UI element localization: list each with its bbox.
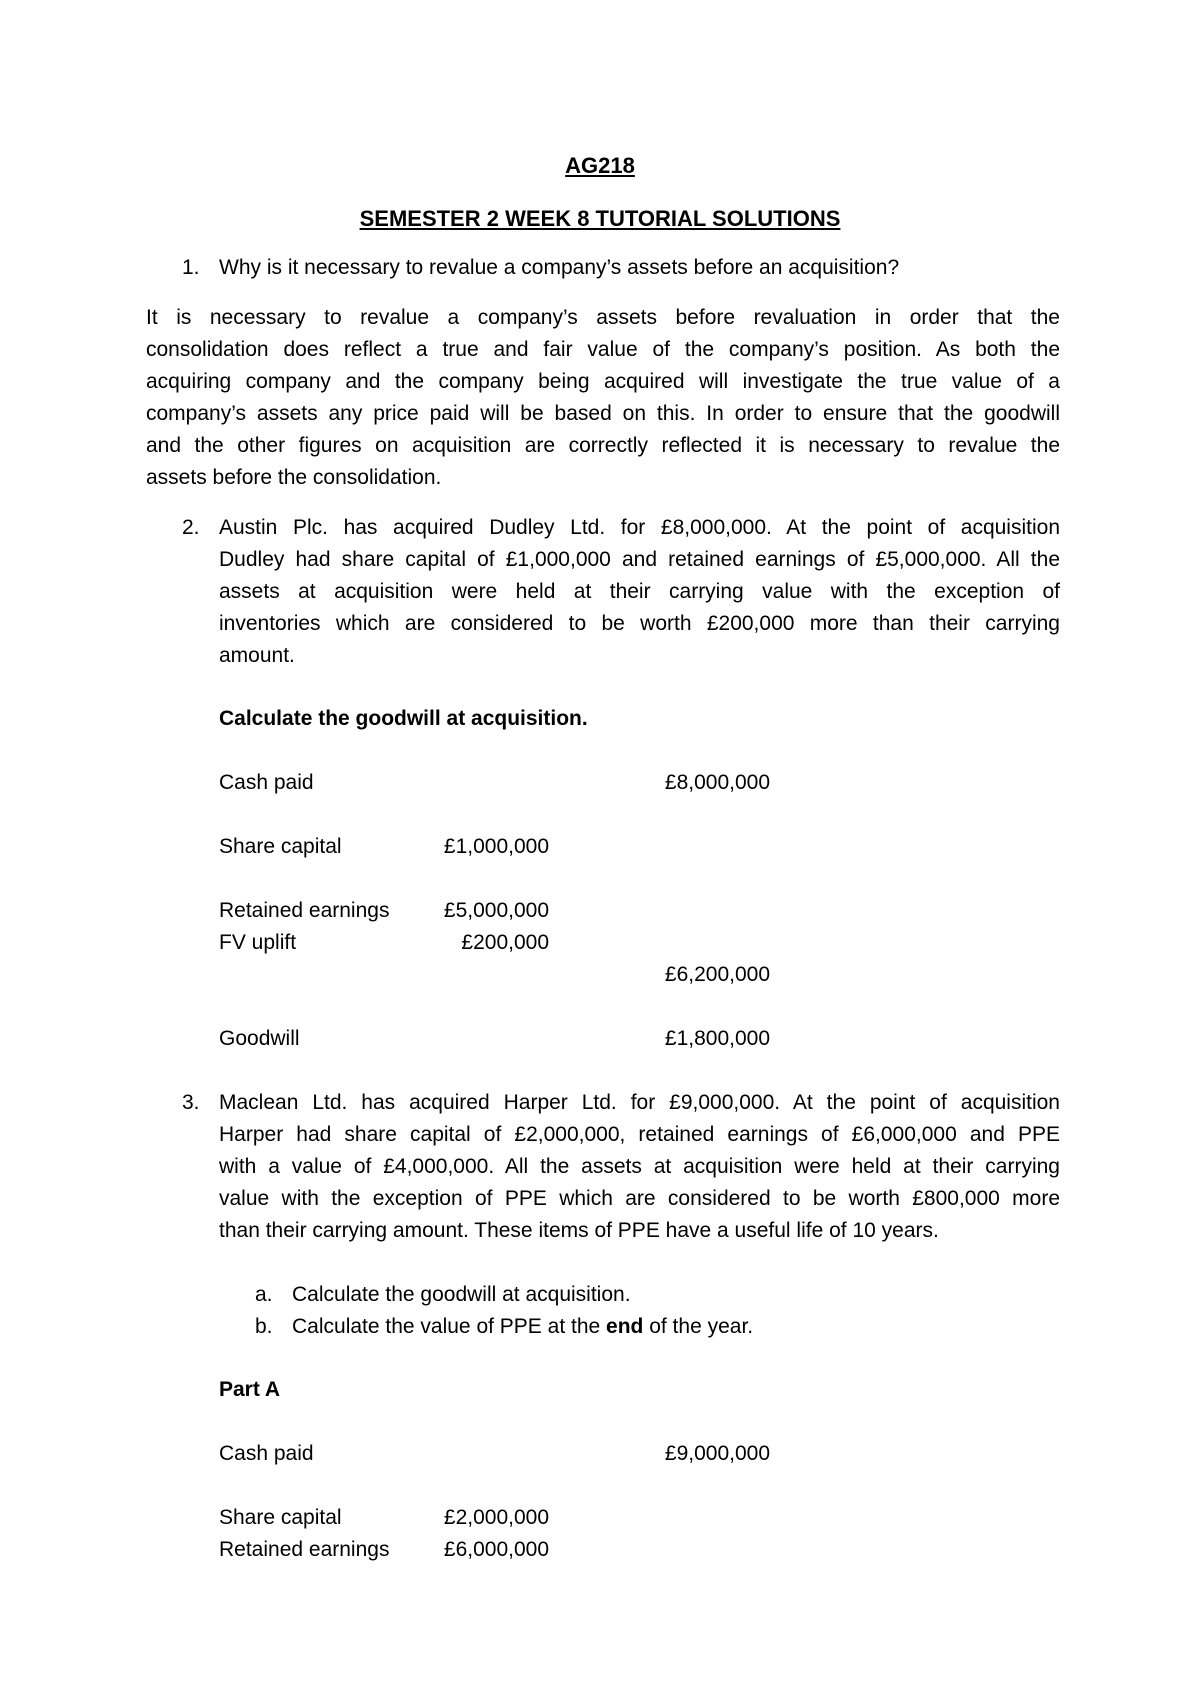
question-3-line: Harper had share capital of £2,000,000, retained earnings of £6,000,000 and PPE (219, 1123, 1060, 1146)
sub-question-b (292, 1315, 753, 1339)
row-value-retained-earnings: £5,000,000 (443, 899, 549, 922)
question-3-line: Maclean Ltd. has acquired Harper Ltd. for £9,000,000. At the point of acquisition (219, 1091, 1060, 1114)
sub-question-a: Calculate the goodwill at acquisition. (292, 1283, 631, 1306)
row-label-retained-earnings: Retained earnings (219, 899, 390, 922)
row-value-cash-paid: £9,000,000 (664, 1442, 770, 1465)
question-1-text: Why is it necessary to revalue a company’s assets before an acquisition? (219, 256, 900, 279)
sub-question-a-marker: a. (255, 1283, 273, 1306)
row-label-cash-paid: Cash paid (219, 771, 314, 794)
question-2-heading: Calculate the goodwill at acquisition. (219, 707, 588, 730)
row-value-cash-paid: £8,000,000 (664, 771, 770, 794)
answer-1-line: company’s assets any price paid will be based on this. In order to ensure that the goodwill (146, 402, 1060, 425)
question-2-line: Dudley had share capital of £1,000,000 and retained earnings of £5,000,000. All the (219, 548, 1060, 571)
row-label-share-capital: Share capital (219, 835, 342, 858)
question-3-line: than their carrying amount. These items of PPE have a useful life of 10 years. (219, 1219, 939, 1242)
question-2-line: Austin Plc. has acquired Dudley Ltd. for £8,000,000. At the point of acquisition (219, 516, 1060, 539)
answer-1-line: and the other figures on acquisition are correctly reflected it is necessary to revalue the (146, 434, 1060, 457)
question-2-line: inventories which are considered to be worth £200,000 more than their carrying (219, 612, 1060, 635)
sub-question-b-marker: b. (255, 1315, 273, 1338)
question-2-line: assets at acquisition were held at their carrying value with the exception of (219, 580, 1060, 603)
part-a-heading: Part A (219, 1378, 281, 1401)
question-3-number: 3. (182, 1091, 200, 1114)
question-3-line: value with the exception of PPE which are considered to be worth £800,000 more (219, 1187, 1060, 1210)
answer-1-line: assets before the consolidation. (146, 466, 442, 489)
row-value-subtotal: £6,200,000 (664, 963, 770, 986)
row-value-goodwill: £1,800,000 (664, 1027, 770, 1050)
row-value-share-capital: £1,000,000 (443, 835, 549, 858)
answer-1-line: It is necessary to revalue a company’s assets before revaluation in order that the (146, 306, 1060, 329)
row-value-retained-earnings: £6,000,000 (443, 1538, 549, 1561)
answer-1-line: acquiring company and the company being acquired will investigate the true value of a (146, 370, 1060, 393)
row-value-fv-uplift: £200,000 (461, 931, 549, 954)
row-label-retained-earnings: Retained earnings (219, 1538, 390, 1561)
row-label-goodwill: Goodwill (219, 1027, 300, 1050)
document-subtitle: SEMESTER 2 WEEK 8 TUTORIAL SOLUTIONS (359, 206, 841, 231)
document-title: AG218 (565, 153, 635, 178)
row-label-fv-uplift: FV uplift (219, 931, 297, 954)
sub-question-b-post: of the year. (643, 1315, 754, 1338)
row-value-share-capital: £2,000,000 (443, 1506, 549, 1529)
row-label-cash-paid: Cash paid (219, 1442, 314, 1465)
question-2-line: amount. (219, 644, 295, 667)
sub-question-b-pre: Calculate the value of PPE at the (292, 1315, 607, 1338)
row-label-share-capital: Share capital (219, 1506, 342, 1529)
question-1-number: 1. (182, 256, 200, 279)
answer-1-line: consolidation does reflect a true and fair value of the company’s position. As both the (146, 338, 1060, 361)
sub-question-b-emphasis: end (606, 1315, 644, 1338)
question-3-line: with a value of £4,000,000. All the assets at acquisition were held at their carrying (219, 1155, 1060, 1178)
question-2-number: 2. (182, 516, 200, 539)
